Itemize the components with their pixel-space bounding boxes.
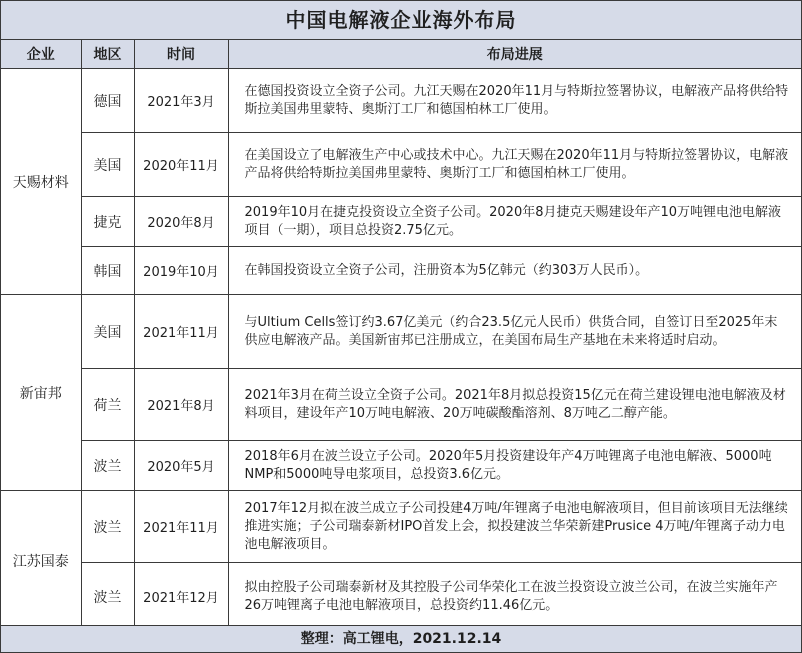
table-row [1,295,801,369]
header-region: 地区 [81,40,134,69]
time-cell: 2021年3月 [134,69,228,133]
region-cell: 美国 [81,133,134,197]
progress-cell: 在美国设立了电解液生产中心或技术中心。九江天赐在2020年11月与特斯拉签署协议，电解液产品将供给特斯拉美国弗里蒙特、奥斯汀工厂和德国柏林工厂使用。 [228,133,801,197]
table-row [1,441,801,491]
progress-cell: 2019年10月在捷克投资设立全资子公司。2020年8月捷克天赐建设年产10万吨锂电池电解液项目（一期），项目总投资2.75亿元。 [228,197,801,247]
table-row [1,133,801,197]
header-row [1,40,801,69]
progress-cell: 2018年6月在波兰设立子公司。2020年5月投资建设年产4万吨锂离子电池电解液、5000吨NMP和5000吨导电浆项目，总投资3.6亿元。 [228,441,801,491]
time-cell: 2021年11月 [134,295,228,369]
region-cell: 波兰 [81,563,134,631]
region-cell: 韩国 [81,247,134,295]
table-row [1,491,801,563]
company-cell: 江苏国泰 [1,491,81,631]
region-cell: 美国 [81,295,134,369]
region-cell: 德国 [81,69,134,133]
company-cell: 天赐材料 [1,69,81,295]
region-cell: 捷克 [81,197,134,247]
region-cell: 波兰 [81,491,134,563]
time-cell: 2020年5月 [134,441,228,491]
progress-cell: 在德国投资设立全资子公司。九江天赐在2020年11月与特斯拉签署协议，电解液产品将供给特斯拉美国弗里蒙特、奥斯汀工厂和德国柏林工厂使用。 [228,69,801,133]
table-row [1,197,801,247]
table-row [1,369,801,441]
company-cell: 新宙邦 [1,295,81,491]
table-row [1,247,801,295]
time-cell: 2021年8月 [134,369,228,441]
region-cell: 荷兰 [81,369,134,441]
overseas-layout-table [1,40,801,631]
header-time: 时间 [134,40,228,69]
time-cell: 2020年11月 [134,133,228,197]
progress-cell: 拟由控股子公司瑞泰新材及其控股子公司华荣化工在波兰投资设立波兰公司，在波兰实施年产26万吨锂离子电池电解液项目，总投资约11.46亿元。 [228,563,801,631]
table-title: 中国电解液企业海外布局 [1,1,801,40]
progress-cell: 在韩国投资设立全资子公司，注册资本为5亿韩元（约303万人民币）。 [228,247,801,295]
table-row [1,563,801,631]
time-cell: 2021年11月 [134,491,228,563]
header-progress: 布局进展 [228,40,801,69]
source-footer: 整理：高工锂电，2021.12.14 [1,625,801,652]
progress-cell: 2021年3月在荷兰设立全资子公司。2021年8月拟总投资15亿元在荷兰建设锂电池电解液及材料项目，建设年产10万吨电解液、20万吨碳酸酯溶剂、8万吨乙二醇产能。 [228,369,801,441]
time-cell: 2021年12月 [134,563,228,631]
region-cell: 波兰 [81,441,134,491]
progress-cell: 2017年12月拟在波兰成立子公司投建4万吨/年锂离子电池电解液项目，但目前该项目无法继续推进实施；子公司瑞泰新材IPO首发上会，拟投建波兰华荣新建Prusice 4万吨/年锂离子动力电池电解液项目。 [228,491,801,563]
time-cell: 2020年8月 [134,197,228,247]
time-cell: 2019年10月 [134,247,228,295]
progress-cell: 与Ultium Cells签订约3.67亿美元（约合23.5亿元人民币）供货合同，自签订日至2025年末供应电解液产品。美国新宙邦已注册成立，在美国布局生产基地在未来将适时启动。 [228,295,801,369]
table-row [1,69,801,133]
header-company: 企业 [1,40,81,69]
